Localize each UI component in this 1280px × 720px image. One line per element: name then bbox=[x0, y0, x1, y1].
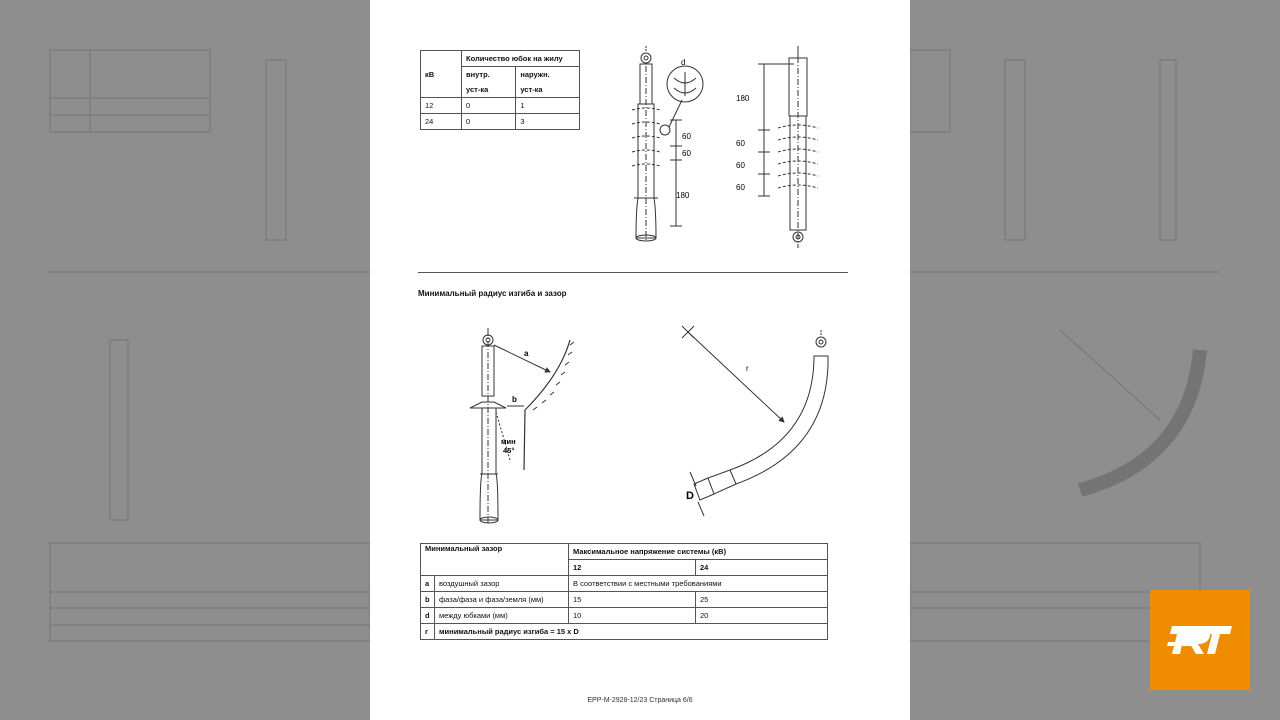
section-heading: Минимальный радиус изгиба и зазор bbox=[418, 289, 567, 298]
background-left-drawing bbox=[0, 0, 370, 720]
table-row bbox=[421, 592, 828, 608]
cable-end bbox=[708, 470, 736, 494]
radius-line bbox=[688, 332, 784, 422]
dimension-60-b: 60 bbox=[682, 149, 691, 158]
col-12-header: 12 bbox=[569, 560, 696, 576]
detail-d-label: d bbox=[681, 58, 686, 67]
row-key: r bbox=[421, 624, 435, 640]
row-value-12: 10 bbox=[569, 608, 696, 624]
inner-header-line1: внутр. bbox=[462, 67, 516, 83]
row-key: a bbox=[421, 576, 435, 592]
clearance-drawing-indoor bbox=[470, 328, 574, 524]
table-row bbox=[421, 624, 828, 640]
row-desc: между юбками (мм) bbox=[435, 608, 569, 624]
max-voltage-header: Максимальное напряжение системы (кВ) bbox=[569, 544, 828, 560]
bent-cable bbox=[730, 356, 828, 484]
lower-body bbox=[790, 116, 806, 230]
skirts-2 bbox=[778, 125, 818, 188]
termination-drawing-1 bbox=[632, 46, 703, 241]
rt-logo-icon bbox=[1150, 590, 1250, 690]
lug-eye bbox=[641, 53, 651, 63]
lug-eye-inner bbox=[644, 56, 648, 60]
dimension-60-2b: 60 bbox=[736, 161, 745, 170]
clearance-table bbox=[420, 543, 828, 640]
dimension-60-a: 60 bbox=[682, 132, 691, 141]
clearance-a-label: a bbox=[524, 349, 529, 358]
row-value: В соответствии с местными требованиями bbox=[569, 576, 828, 592]
table-row bbox=[421, 98, 580, 114]
row-value-24: 20 bbox=[696, 608, 828, 624]
row-value-24: 25 bbox=[696, 592, 828, 608]
skirts bbox=[632, 108, 660, 166]
inner-header-line2: уст-ка bbox=[462, 82, 516, 98]
dimension-180: 180 bbox=[676, 191, 690, 200]
min-label: мин bbox=[501, 437, 516, 446]
table-row bbox=[421, 608, 828, 624]
row-key: b bbox=[421, 592, 435, 608]
outer-header-line2: уст-ка bbox=[516, 82, 580, 98]
document-page bbox=[370, 0, 910, 720]
outer-header-line1: наружн. bbox=[516, 67, 580, 83]
kv-header: кВ bbox=[421, 51, 462, 98]
detail-circle bbox=[667, 66, 703, 102]
clearance-b-label: b bbox=[512, 395, 517, 404]
bottom-lug bbox=[793, 232, 803, 242]
hatching bbox=[533, 342, 574, 410]
page-footer: EPP-M-2928-12/23 Страница 6/6 bbox=[587, 697, 693, 704]
row-key: d bbox=[421, 608, 435, 624]
table-row bbox=[421, 576, 828, 592]
row-desc: воздушный зазор bbox=[435, 576, 569, 592]
diameter-D-label: D bbox=[686, 490, 694, 502]
outer-cell: 1 bbox=[516, 98, 580, 114]
row-value-12: 15 bbox=[569, 592, 696, 608]
rt-logo bbox=[1150, 590, 1250, 690]
upper-body bbox=[789, 58, 807, 116]
ground-wall bbox=[524, 340, 570, 470]
kv-cell: 24 bbox=[421, 114, 462, 130]
angle-label: 45° bbox=[503, 446, 515, 455]
detail-marker bbox=[660, 125, 670, 135]
insulator-body bbox=[636, 104, 656, 238]
inner-cell: 0 bbox=[462, 114, 516, 130]
skirt-count-header: Количество юбок на жилу bbox=[462, 51, 580, 67]
bend-radius-drawing bbox=[682, 326, 828, 516]
radius-r-label: r bbox=[746, 364, 749, 373]
table-row bbox=[421, 114, 580, 130]
row-desc: минимальный радиус изгиба = 15 x D bbox=[435, 624, 828, 640]
kv-cell: 12 bbox=[421, 98, 462, 114]
dimension-180-2: 180 bbox=[736, 94, 750, 103]
section-divider bbox=[418, 272, 848, 273]
background-left bbox=[0, 0, 370, 720]
min-gap-header: Минимальный зазор bbox=[421, 544, 569, 576]
row-desc: фаза/фаза и фаза/земля (мм) bbox=[435, 592, 569, 608]
dimension-60-2a: 60 bbox=[736, 139, 745, 148]
lug-body bbox=[640, 64, 652, 104]
dimension-60-2c: 60 bbox=[736, 183, 745, 192]
termination-drawing-2 bbox=[758, 46, 818, 248]
background-left-ghost bbox=[0, 0, 370, 720]
outer-cell: 3 bbox=[516, 114, 580, 130]
col-24-header: 24 bbox=[696, 560, 828, 576]
skirts-table bbox=[420, 50, 580, 130]
inner-cell: 0 bbox=[462, 98, 516, 114]
